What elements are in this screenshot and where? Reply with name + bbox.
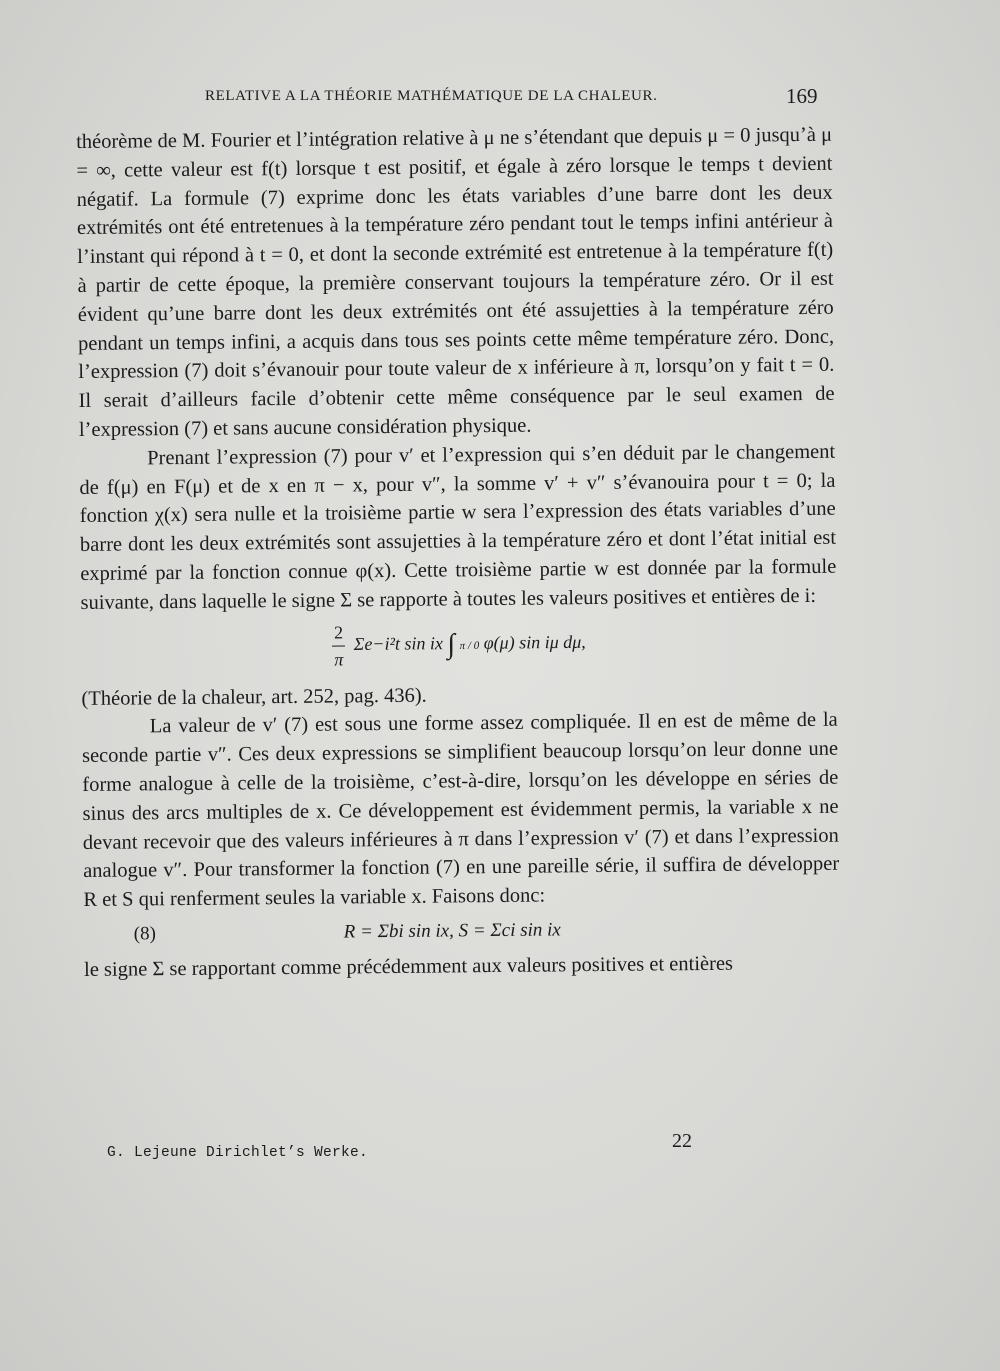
integral-limits: π / 0 [459,639,480,652]
fraction-numerator: 2 [332,619,345,646]
formula-integrand: φ(μ) sin iμ dμ, [483,631,586,653]
paragraph-3: La valeur de v′ (7) est sous une forme assez compliquée. Il en est de même de la seconde partie v″. Ces deux expressions se simplifient beaucoup lorsqu’on leur donne une forme analogue à celle de la troisième, c’est-à-dire, lorsqu’on les développe en séries de sinus des arcs multiples de x. Ce développement est évidemment permis, la variable x ne devant recevoir que des valeurs inférieures à π dans l’expression v′ (7) et dans l’expression analogue v″. Pour transformer la fonction (7) en une pareille série, il suffira de développer R et S qui renferment seules la variable x. Faisons donc: [81,709,840,912]
equation-body: R = Σbi sin ix, S = Σci sin ix [343,919,561,943]
page-number: 169 [786,84,818,108]
paragraph-4: le signe Σ se rapportant comme précédemment aux valeurs positives et entières [83,952,734,981]
fraction-denominator: π [334,649,344,670]
formula-sum: Σe−i²t sin ix [353,632,444,654]
equation-8 [84,914,840,950]
footer-source: G. Lejeune Dirichlet’s Werke. [107,1145,369,1161]
equation-number: (8) [133,923,156,945]
paragraph-1: théorème de M. Fourier et l’intégration relative à μ ne s’étendant que depuis μ = 0 jusqu’à μ = ∞, cette valeur est f(t) lorsque t est positif, et égale à zéro lorsque le temps t devient négatif. La formule (7) exprime donc les états variables d’une barre dont les deux extrémités ont été entretenues à la température zéro pendant tout le temps infini antérieur à l’instant qui répond à t = 0, et dont la seconde extrémité est entretenue à la température f(t) à partir de cette époque, la première conservant toujours la température zéro. Or il est évident qu’une barre dont les deux extrémités ont été assujetties à la température zéro pendant un temps infini, a acquis dans tous ses points cette même température zéro. Donc, l’expression (7) doit s’évanouir pour toute valeur de x inférieure à π, lorsqu’on y fait t = 0. Il serait d’ailleurs facile d’obtenir cette même conséquence par le seul examen de l’expression (7) et sans aucune considération physique. [76,123,835,441]
paragraph-2: Prenant l’expression (7) pour v′ et l’expression qui s’en déduit par le changement de f(μ) en F(μ) et de x en π − x, pour v″, la somme v′ + v″ s’évanouira pour t = 0; la fonction χ(x) sera nulle et la troisième partie w sera l’expression des états variables d’une barre dont les deux extrémités sont assujetties à la température zéro et dont l’état initial est exprimé par la fonction connue φ(x). Cette troisième partie w est donnée par la formule suivante, dans laquelle le signe Σ se rapporte à toutes les valeurs positives et entières de i: [79,440,837,614]
running-head: RELATIVE A LA THÉORIE MATHÉMATIQUE DE LA CHALEUR. [205,88,658,104]
fraction [332,619,346,672]
citation: (Théorie de la chaleur, art. 252, pag. 436). [81,684,427,710]
integral-sign: ∫ [447,628,456,660]
formula-w [81,614,837,674]
signature-mark: 22 [672,1130,692,1152]
body-text [76,121,840,985]
